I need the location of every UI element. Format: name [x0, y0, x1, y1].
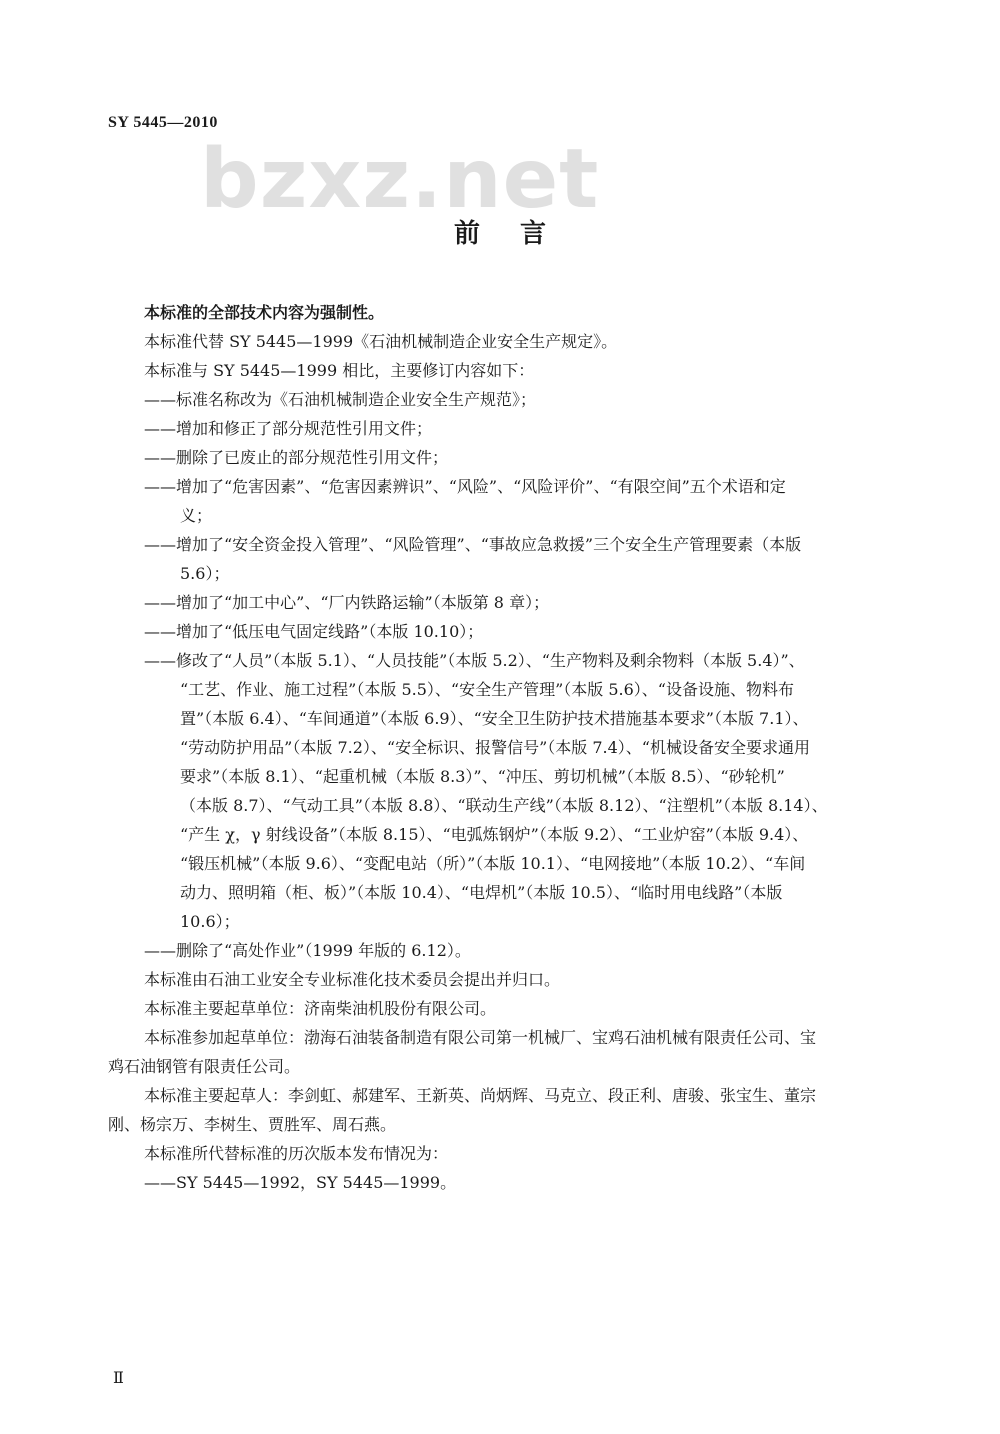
text-line: ——增加了“加工中心”、“厂内铁路运输”（本版第 8 章）；	[144, 593, 550, 612]
watermark: bzxz.net	[200, 132, 600, 227]
text-line: 本标准与 SY 5445—1999 相比，主要修订内容如下：	[144, 361, 535, 380]
text-line: “产生 χ，γ 射线设备”（本版 8.15）、“电弧炼钢炉”（本版 9.2）、“工业炉窑”（本版 9.4）、	[180, 825, 809, 844]
text-line: 要求”（本版 8.1）、“起重机械（本版 8.3）”、“冲压、剪切机械”（本版 8.5）、“砂轮机”	[180, 767, 785, 786]
text-line: ——增加了“安全资金投入管理”、“风险管理”、“事故应急救援”三个安全生产管理要素（本版	[144, 535, 802, 554]
page-title: 前言	[453, 219, 586, 249]
text-line: 10.6）；	[180, 912, 240, 931]
text-line: ——删除了“高处作业”（1999 年版的 6.12）。	[144, 941, 471, 960]
text-line: 置”（本版 6.4）、“车间通道”（本版 6.9）、“安全卫生防护技术措施基本要求”（本版 7.1）、	[180, 709, 809, 728]
text-line: 本标准由石油工业安全专业标准化技术委员会提出并归口。	[144, 970, 561, 989]
page-number: Ⅱ	[113, 1370, 124, 1387]
text-line: ——增加了“低压电气固定线路”（本版 10.10）；	[144, 622, 484, 641]
text-line: ——SY 5445—1992，SY 5445—1999。	[144, 1173, 457, 1192]
text-line: ——删除了已废止的部分规范性引用文件；	[144, 448, 449, 467]
text-line: 本标准的全部技术内容为强制性。	[144, 303, 385, 322]
text-line: 5.6）；	[180, 564, 230, 583]
text-line: 刚、杨宗万、李树生、贾胜军、周石燕。	[108, 1115, 397, 1134]
foreword-body	[108, 298, 938, 1197]
text-line: 本标准参加起草单位：渤海石油装备制造有限公司第一机械厂、宝鸡石油机械有限责任公司、宝	[144, 1028, 817, 1047]
text-line: “工艺、作业、施工过程”（本版 5.5）、“安全生产管理”（本版 5.6）、“设备设施、物料布	[180, 680, 794, 699]
text-line: ——增加和修正了部分规范性引用文件；	[144, 419, 433, 438]
text-line: “锻压机械”（本版 9.6）、“变配电站（所）”（本版 10.1）、“电网接地”（本版 10.2）、“车间	[180, 854, 806, 873]
text-line: 义；	[180, 506, 213, 525]
text-line: （本版 8.7）、“气动工具”（本版 8.8）、“联动生产线”（本版 8.12）、“注塑机”（本版 8.14）、	[180, 796, 828, 815]
text-line: 动力、照明箱（柜、板）”（本版 10.4）、“电焊机”（本版 10.5）、“临时用电线路”（本版	[180, 883, 783, 902]
text-line: 鸡石油钢管有限责任公司。	[108, 1057, 301, 1076]
standard-code: SY 5445—2010	[108, 114, 218, 131]
text-line: ——增加了“危害因素”、“危害因素辨识”、“风险”、“风险评价”、“有限空间”五个术语和定	[144, 477, 786, 496]
text-line: 本标准主要起草单位：济南柴油机股份有限公司。	[144, 999, 497, 1018]
text-line: 本标准代替 SY 5445—1999《石油机械制造企业安全生产规定》。	[144, 332, 618, 351]
text-line: ——标准名称改为《石油机械制造企业安全生产规范》；	[144, 390, 537, 409]
text-line: 本标准主要起草人：李剑虹、郝建军、王新英、尚炳辉、马克立、段正利、唐骏、张宝生、董宗	[144, 1086, 817, 1105]
text-line: 本标准所代替标准的历次版本发布情况为：	[144, 1144, 449, 1163]
text-line: ——修改了“人员”（本版 5.1）、“人员技能”（本版 5.2）、“生产物料及剩余物料（本版 5.4）”、	[144, 651, 805, 670]
text-line: “劳动防护用品”（本版 7.2）、“安全标识、报警信号”（本版 7.4）、“机械设备安全要求通用	[180, 738, 810, 757]
